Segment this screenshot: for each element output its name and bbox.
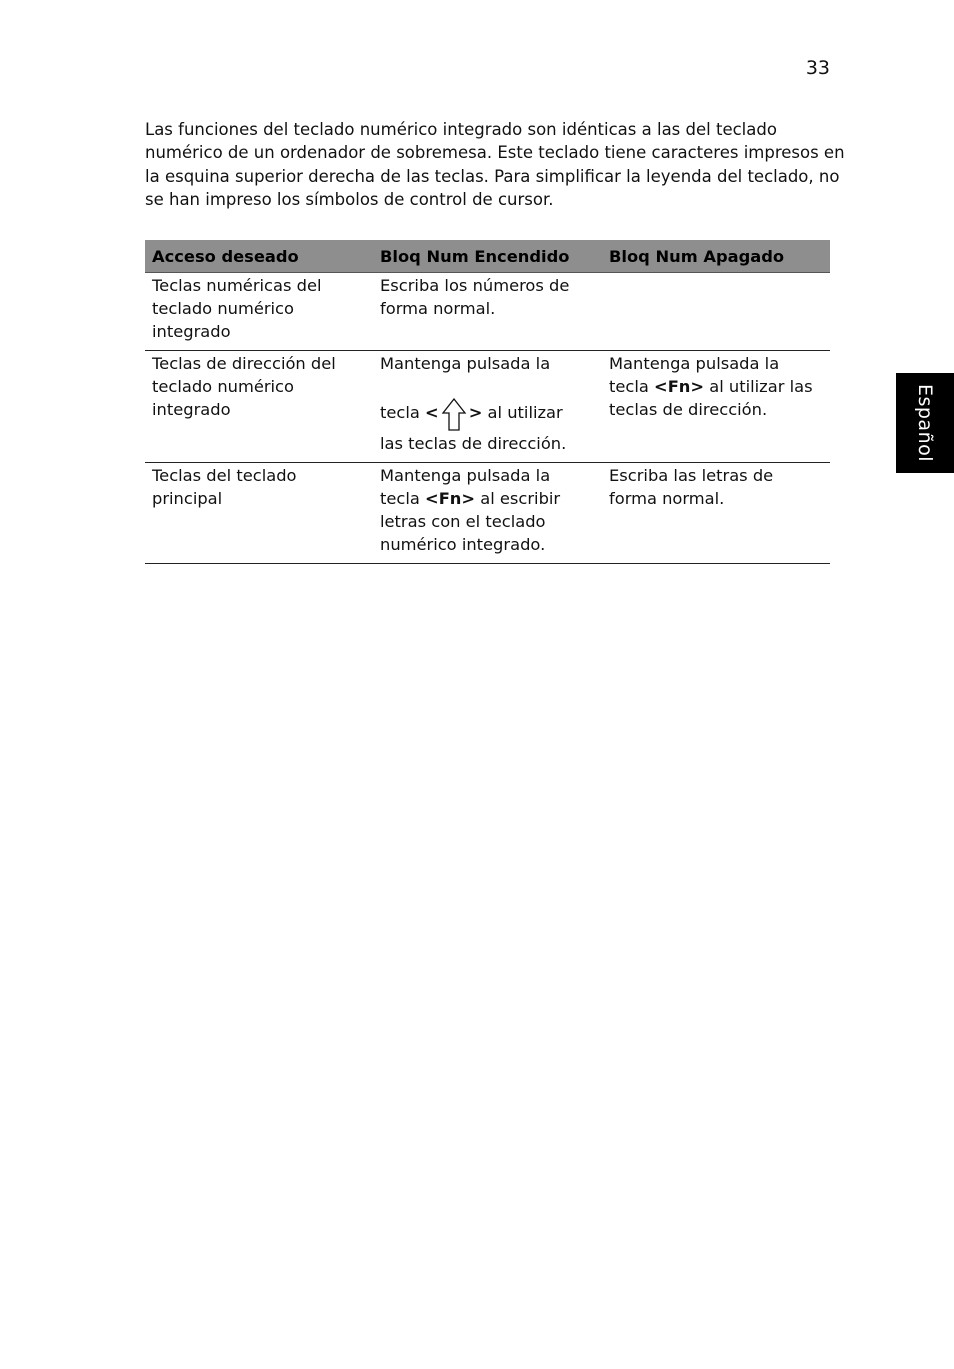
cell-numlock-off: Escriba las letras de forma normal. [602,463,830,564]
cell-access: Teclas de dirección del teclado numérico integrado [145,351,373,463]
instruction-text: Mantenga pulsada la tecla [609,354,780,396]
cell-numlock-on [373,351,602,463]
fn-key-label: <Fn> [654,377,705,396]
table-row [145,463,830,564]
instruction-line: Mantenga pulsada la [380,354,551,373]
intro-paragraph: Las funciones del teclado numérico integrado son idénticas a las del teclado numérico de un ordenador de sobremesa. Este teclado tiene caracteres impresos en la esquina superior derecha de las teclas. Para simplificar la leyenda del teclado, no se han impreso los símbolos de control de cursor. [145,120,845,209]
cell-numlock-on [373,463,602,564]
instruction-text: tecla [380,403,420,422]
header-numlock-off: Bloq Num Apagado [602,240,830,273]
table-row [145,273,830,351]
cell-numlock-off [602,273,830,351]
page-number: 33 [805,57,830,79]
instruction-text: al escribir letras con el teclado numérico integrado. [380,489,561,554]
instruction-line: las teclas de dirección. [380,434,567,453]
cell-numlock-off [602,351,830,463]
table-row [145,351,830,463]
language-tab [896,373,954,473]
key-bracket-open: < [425,403,439,422]
numeric-keypad-table [145,240,830,564]
language-tab-label: Español [914,383,936,463]
cell-access: Teclas del teclado principal [145,463,373,564]
instruction-text: al utilizar las teclas de dirección. [609,377,813,419]
instruction-text: Mantenga pulsada la tecla [380,466,551,508]
cell-numlock-on: Escriba los números de forma normal. [373,273,602,351]
shift-arrow-icon [441,398,467,432]
cell-access: Teclas numéricas del teclado numérico integrado [145,273,373,351]
key-bracket-close: > [468,403,483,422]
header-numlock-on: Bloq Num Encendido [373,240,602,273]
table-header-row [145,240,830,273]
fn-key-label: <Fn> [425,489,476,508]
header-access: Acceso deseado [145,240,373,273]
instruction-text: al utilizar [487,403,563,422]
